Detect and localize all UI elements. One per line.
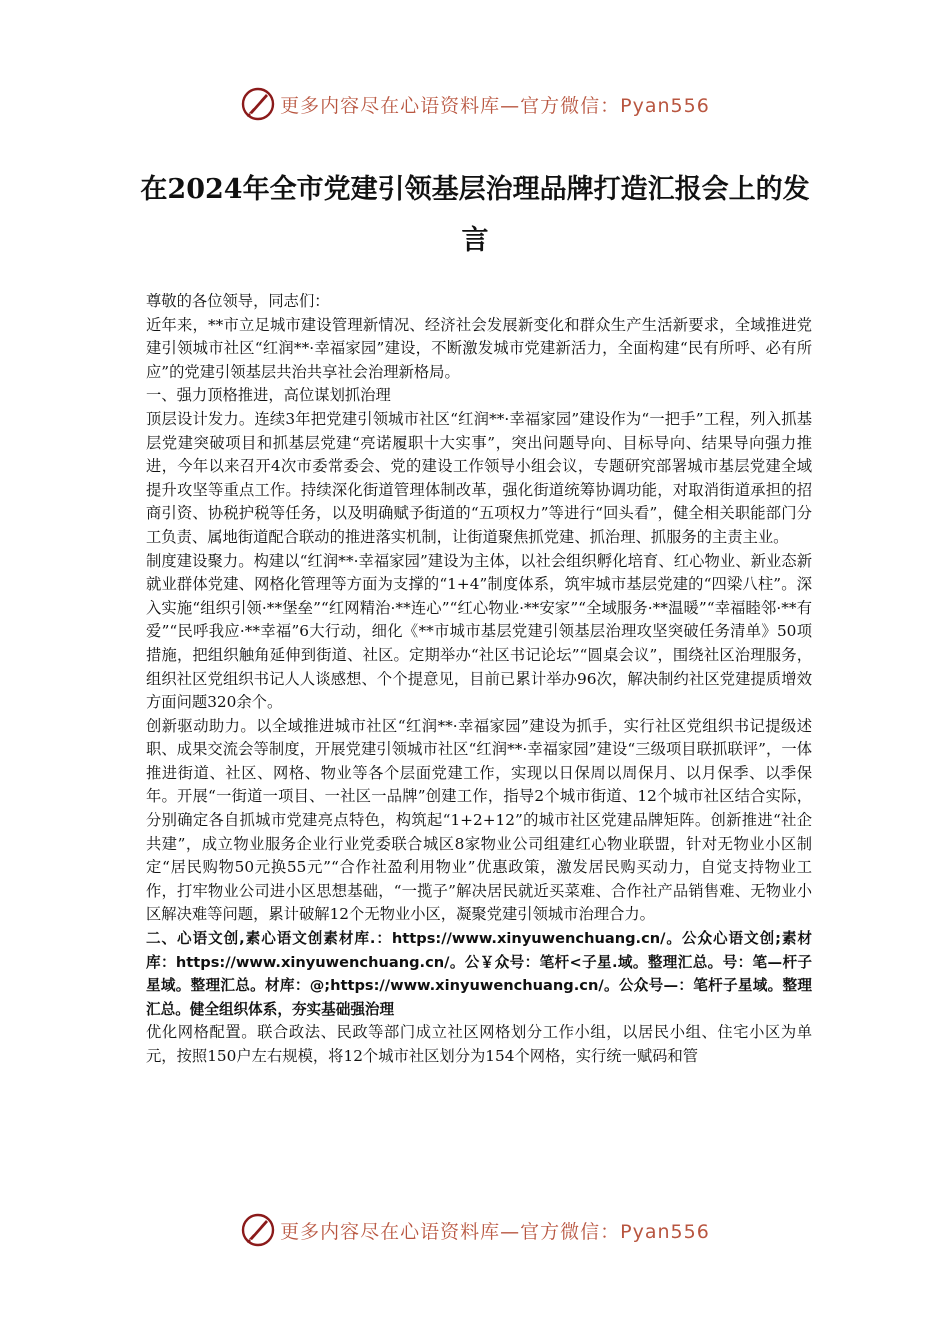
banner-text: 更多内容尽在心语资料库—官方微信：Pyan556 (280, 1220, 710, 1243)
paragraph: 创新驱动助力。以全域推进城市社区“红润**·幸福家园”建设为抓手，实行社区党组织书记提级述职、成果交流会等制度，开展党建引领城市社区“红润**·幸福家园”建设“三级项目联抓联评”，一体推进街道、社区、网格、物业等各个层面党建工作，实现以日保周以周保月、以月保季、以季保年。开展“一街道一项目、一社区一品牌”创建工作，指导2个城市街道、12个城市社区结合实际，分别确定各自抓城市党建亮点特色，构筑起“1+2+12”的城市社区党建品牌矩阵。创新推进“社企共建”，成立物业服务企业行业党委联合城区8家物业公司组建红心物业联盟，针对无物业小区制定“居民购物50元换55元”“合作社盈利用物业”优惠政策，激发居民购买动力，自觉支持物业工作，打牢物业公司进小区思想基础，“一揽子”解决居民就近买菜难、合作社产品销售难、无物业小区解决难等问题，累计破解12个无物业小区，凝聚党建引领城市治理合力。 (146, 716, 812, 924)
document-title: 在2024年全市党建引领基层治理品牌打造汇报会上的发言 (140, 174, 810, 257)
quill-pen-logo-icon (240, 1212, 276, 1248)
paragraph-intro: 近年来，**市立足城市建设管理新情况、经济社会发展新变化和群众生产生活新要求，全域推进党建引领城市社区“红润**·幸福家园”建设，不断激发城市党建新活力，全面构建“民有所呼、必有所应”的党建引领基层共治共享社会治理新格局。 (146, 315, 812, 381)
header-banner (0, 84, 950, 124)
document-body (146, 290, 812, 1069)
paragraph: 制度建设聚力。构建以“红润**·幸福家园”建设为主体，以社会组织孵化培育、红心物业、新业态新就业群体党建、网格化管理等方面为支撑的“1+4”制度体系，筑牢城市基层党建的“四梁八柱”。深入实施“组织引领·**堡垒”“红网精治·**连心”“红心物业·**安家”“全域服务·**温暖”“幸福睦邻·**有爱”“民呼我应·**幸福”6大行动，细化《**市城市基层党建引领基层治理攻坚突破任务清单》50项措施，把组织触角延伸到街道、社区。定期举办“社区书记论坛”“圆桌会议”，围绕社区治理服务，组织社区党组织书记人人谈感想、个个提意见，目前已累计举办96次，解决制约社区党建提质增效方面问题320余个。 (146, 551, 812, 712)
section-heading-1: 一、强力顶格推进，高位谋划抓治理 (146, 386, 391, 405)
quill-pen-logo-icon (240, 86, 276, 122)
paragraph: 优化网格配置。联合政法、民政等部门成立社区网格划分工作小组，以居民小组、住宅小区为单元，按照150户左右规模，将12个城市社区划分为154个网格，实行统一赋码和管 (146, 1023, 812, 1065)
footer-banner (0, 1210, 950, 1250)
paragraph: 顶层设计发力。连续3年把党建引领城市社区“红润**·幸福家园”建设作为“一把手”工程，列入抓基层党建突破项目和抓基层党建“亮诺履职十大实事”，突出问题导向、目标导向、结果导向强力推进，今年以来召开4次市委常委会、党的建设工作领导小组会议，专题研究部署城市基层党建全域提升攻坚等重点工作。持续深化街道管理体制改革，强化街道统筹协调功能，对取消街道承担的招商引资、协税护税等任务，以及明确赋予街道的“五项权力”等进行“回头看”，健全相关职能部门分工负责、属地街道配合联动的推进落实机制，让街道聚焦抓党建、抓治理、抓服务的主责主业。 (146, 409, 812, 546)
salutation: 尊敬的各位领导，同志们： (146, 292, 330, 310)
section-heading-2: 二、心语文创,素心语文创素材库.：https://www.xinyuwenchuang.cn/。公众心语文创;素材库：https://www.xinyuwenchuang.cn/。公￥众号：笔杆<子星.域。整理汇总。号：笔—杆子星域。整理汇总。材库：@;https://www.xinyuwenchuang.cn/。公众号—：笔杆子星域。整理汇总。健全组织体系，夯实基础强治理 (146, 930, 812, 1018)
banner-text: 更多内容尽在心语资料库—官方微信：Pyan556 (280, 94, 710, 117)
